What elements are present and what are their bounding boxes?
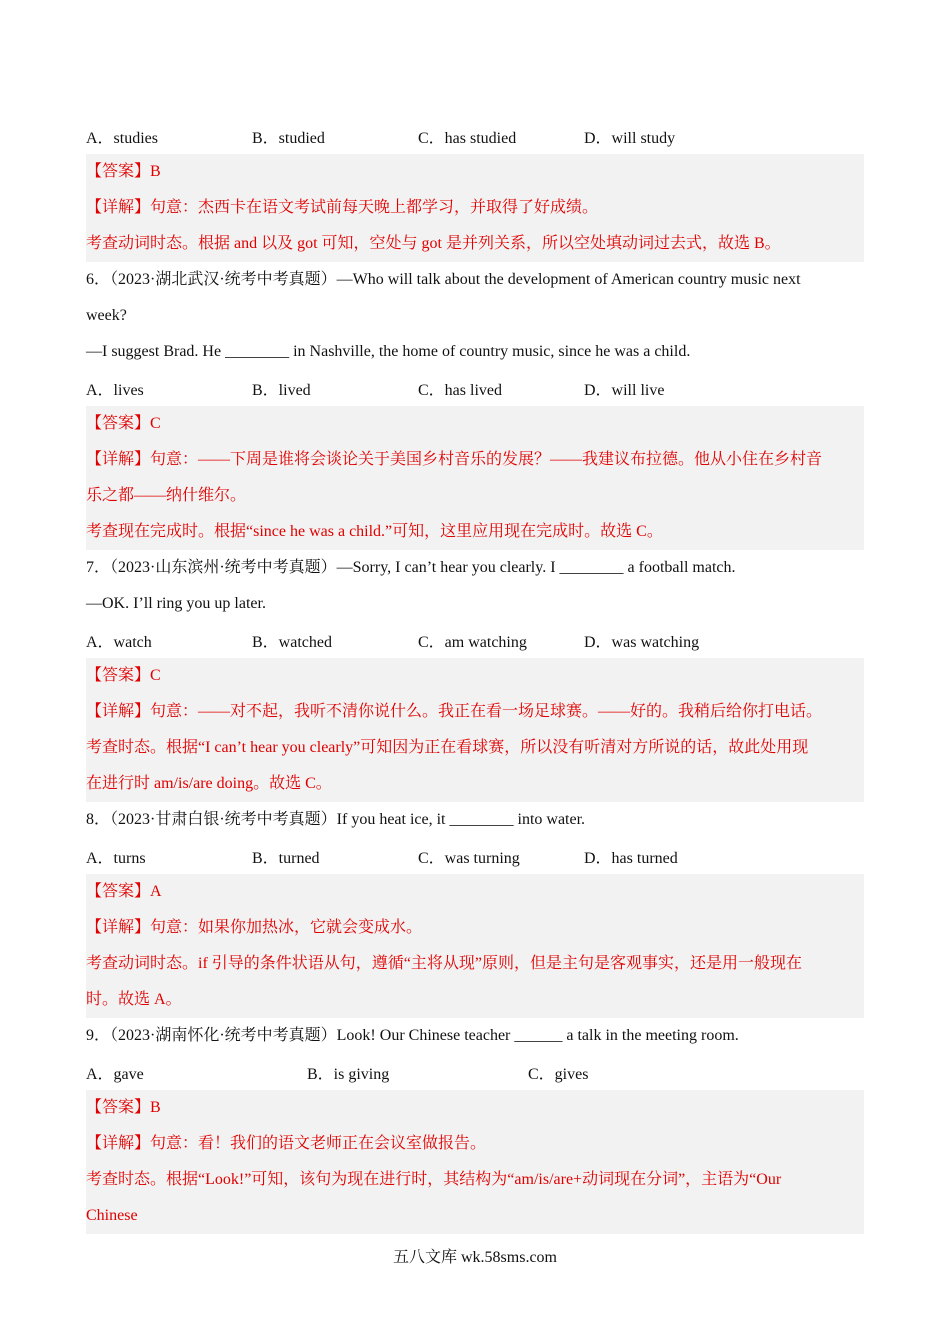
q9-detail-explanation-cont: Chinese bbox=[86, 1207, 138, 1224]
q5-detail: 【详解】句意：杰西卡在语文考试前每天晚上都学习，并取得了好成绩。 bbox=[86, 199, 599, 216]
q7-detail: 【详解】句意：——对不起，我听不清你说什么。我正在看一场足球赛。——好的。我稍后给你打电话。 bbox=[86, 703, 823, 720]
q8-option-c: C．was turning bbox=[418, 849, 520, 867]
page-footer: 五八文库 wk.58sms.com bbox=[392, 1249, 557, 1266]
q9-detail: 【详解】句意：看！我们的语文老师正在会议室做报告。 bbox=[86, 1135, 487, 1152]
q5-option-a: A．studies bbox=[86, 129, 159, 147]
q5-option-d: D．will study bbox=[584, 129, 676, 147]
q8-detail-explanation-cont: 时。故选 A。 bbox=[86, 991, 182, 1008]
q6-option-b: B．lived bbox=[252, 381, 311, 399]
q8-answer: 【答案】A bbox=[86, 883, 162, 900]
q9-option-b: B．is giving bbox=[307, 1065, 390, 1083]
document-body bbox=[86, 118, 864, 1234]
q6-answer-block bbox=[86, 406, 864, 550]
q6-detail: 【详解】句意：——下周是谁将会谈论关于美国乡村音乐的发展？——我建议布拉德。他从小住在乡村音 bbox=[86, 451, 823, 468]
q8-stem: 8．（2023·甘肃白银·统考中考真题）If you heat ice, it ________ into water. bbox=[86, 811, 586, 828]
q8-option-d: D．has turned bbox=[584, 849, 678, 867]
q6-option-d: D．will live bbox=[584, 381, 665, 399]
q6-stem-reply: —I suggest Brad. He ________ in Nashville, the home of country music, since he was a child. bbox=[86, 343, 691, 360]
q7-option-a: A．watch bbox=[86, 633, 152, 651]
q9-option-c: C．gives bbox=[528, 1065, 589, 1083]
q9-stem: 9．（2023·湖南怀化·统考中考真题）Look! Our Chinese teacher ______ a talk in the meeting room. bbox=[86, 1027, 739, 1044]
q5-detail-explanation: 考查动词时态。根据 and 以及 got 可知，空处与 got 是并列关系，所以空处填动词过去式，故选 B。 bbox=[86, 235, 781, 252]
q5-option-b: B．studied bbox=[252, 129, 325, 147]
q7-stem: 7．（2023·山东滨州·统考中考真题）—Sorry, I can’t hear you clearly. I ________ a football match. bbox=[86, 559, 736, 576]
q7-option-b: B．watched bbox=[252, 633, 332, 651]
q9-answer: 【答案】B bbox=[86, 1099, 161, 1116]
q5-answer-block bbox=[86, 154, 864, 262]
q6-option-a: A．lives bbox=[86, 381, 144, 399]
q7-answer: 【答案】C bbox=[86, 667, 161, 684]
q8-options bbox=[86, 838, 864, 874]
q6-detail-explanation: 考查现在完成时。根据“since he was a child.”可知，这里应用现在完成时。故选 C。 bbox=[86, 523, 663, 540]
q8-option-b: B．turned bbox=[252, 849, 320, 867]
q6-detail-cont: 乐之都——纳什维尔。 bbox=[86, 487, 247, 504]
q7-answer-block bbox=[86, 658, 864, 802]
q6-stem-cont: week? bbox=[86, 307, 127, 324]
q5-option-c: C．has studied bbox=[418, 129, 517, 147]
q7-stem-reply: —OK. I’ll ring you up later. bbox=[86, 595, 266, 612]
q9-option-a: A．gave bbox=[86, 1065, 144, 1083]
q5-answer: 【答案】B bbox=[86, 163, 161, 180]
q7-option-c: C．am watching bbox=[418, 633, 527, 651]
q6-option-c: C．has lived bbox=[418, 381, 502, 399]
q9-detail-explanation: 考查时态。根据“Look!”可知，该句为现在进行时，其结构为“am/is/are+动词现在分词”，主语为“Our bbox=[86, 1171, 782, 1188]
q7-detail-explanation-cont: 在进行时 am/is/are doing。故选 C。 bbox=[86, 775, 332, 792]
q6-answer: 【答案】C bbox=[86, 415, 161, 432]
q5-options bbox=[86, 118, 864, 154]
q9-options bbox=[86, 1054, 864, 1090]
q8-detail-explanation: 考查动词时态。if 引导的条件状语从句，遵循“主将从现”原则，但是主句是客观事实，还是用一般现在 bbox=[86, 955, 802, 972]
q8-option-a: A．turns bbox=[86, 849, 146, 867]
q6-options bbox=[86, 370, 864, 406]
q9-answer-block bbox=[86, 1090, 864, 1234]
q8-answer-block bbox=[86, 874, 864, 1018]
q8-detail: 【详解】句意：如果你加热冰，它就会变成水。 bbox=[86, 919, 423, 936]
q7-option-d: D．was watching bbox=[584, 633, 700, 651]
q6-stem: 6．（2023·湖北武汉·统考中考真题）—Who will talk about the development of American country music next bbox=[86, 271, 801, 288]
q7-detail-explanation: 考查时态。根据“I can’t hear you clearly”可知因为正在看球赛，所以没有听清对方所说的话，故此处用现 bbox=[86, 739, 809, 756]
q7-options bbox=[86, 622, 864, 658]
